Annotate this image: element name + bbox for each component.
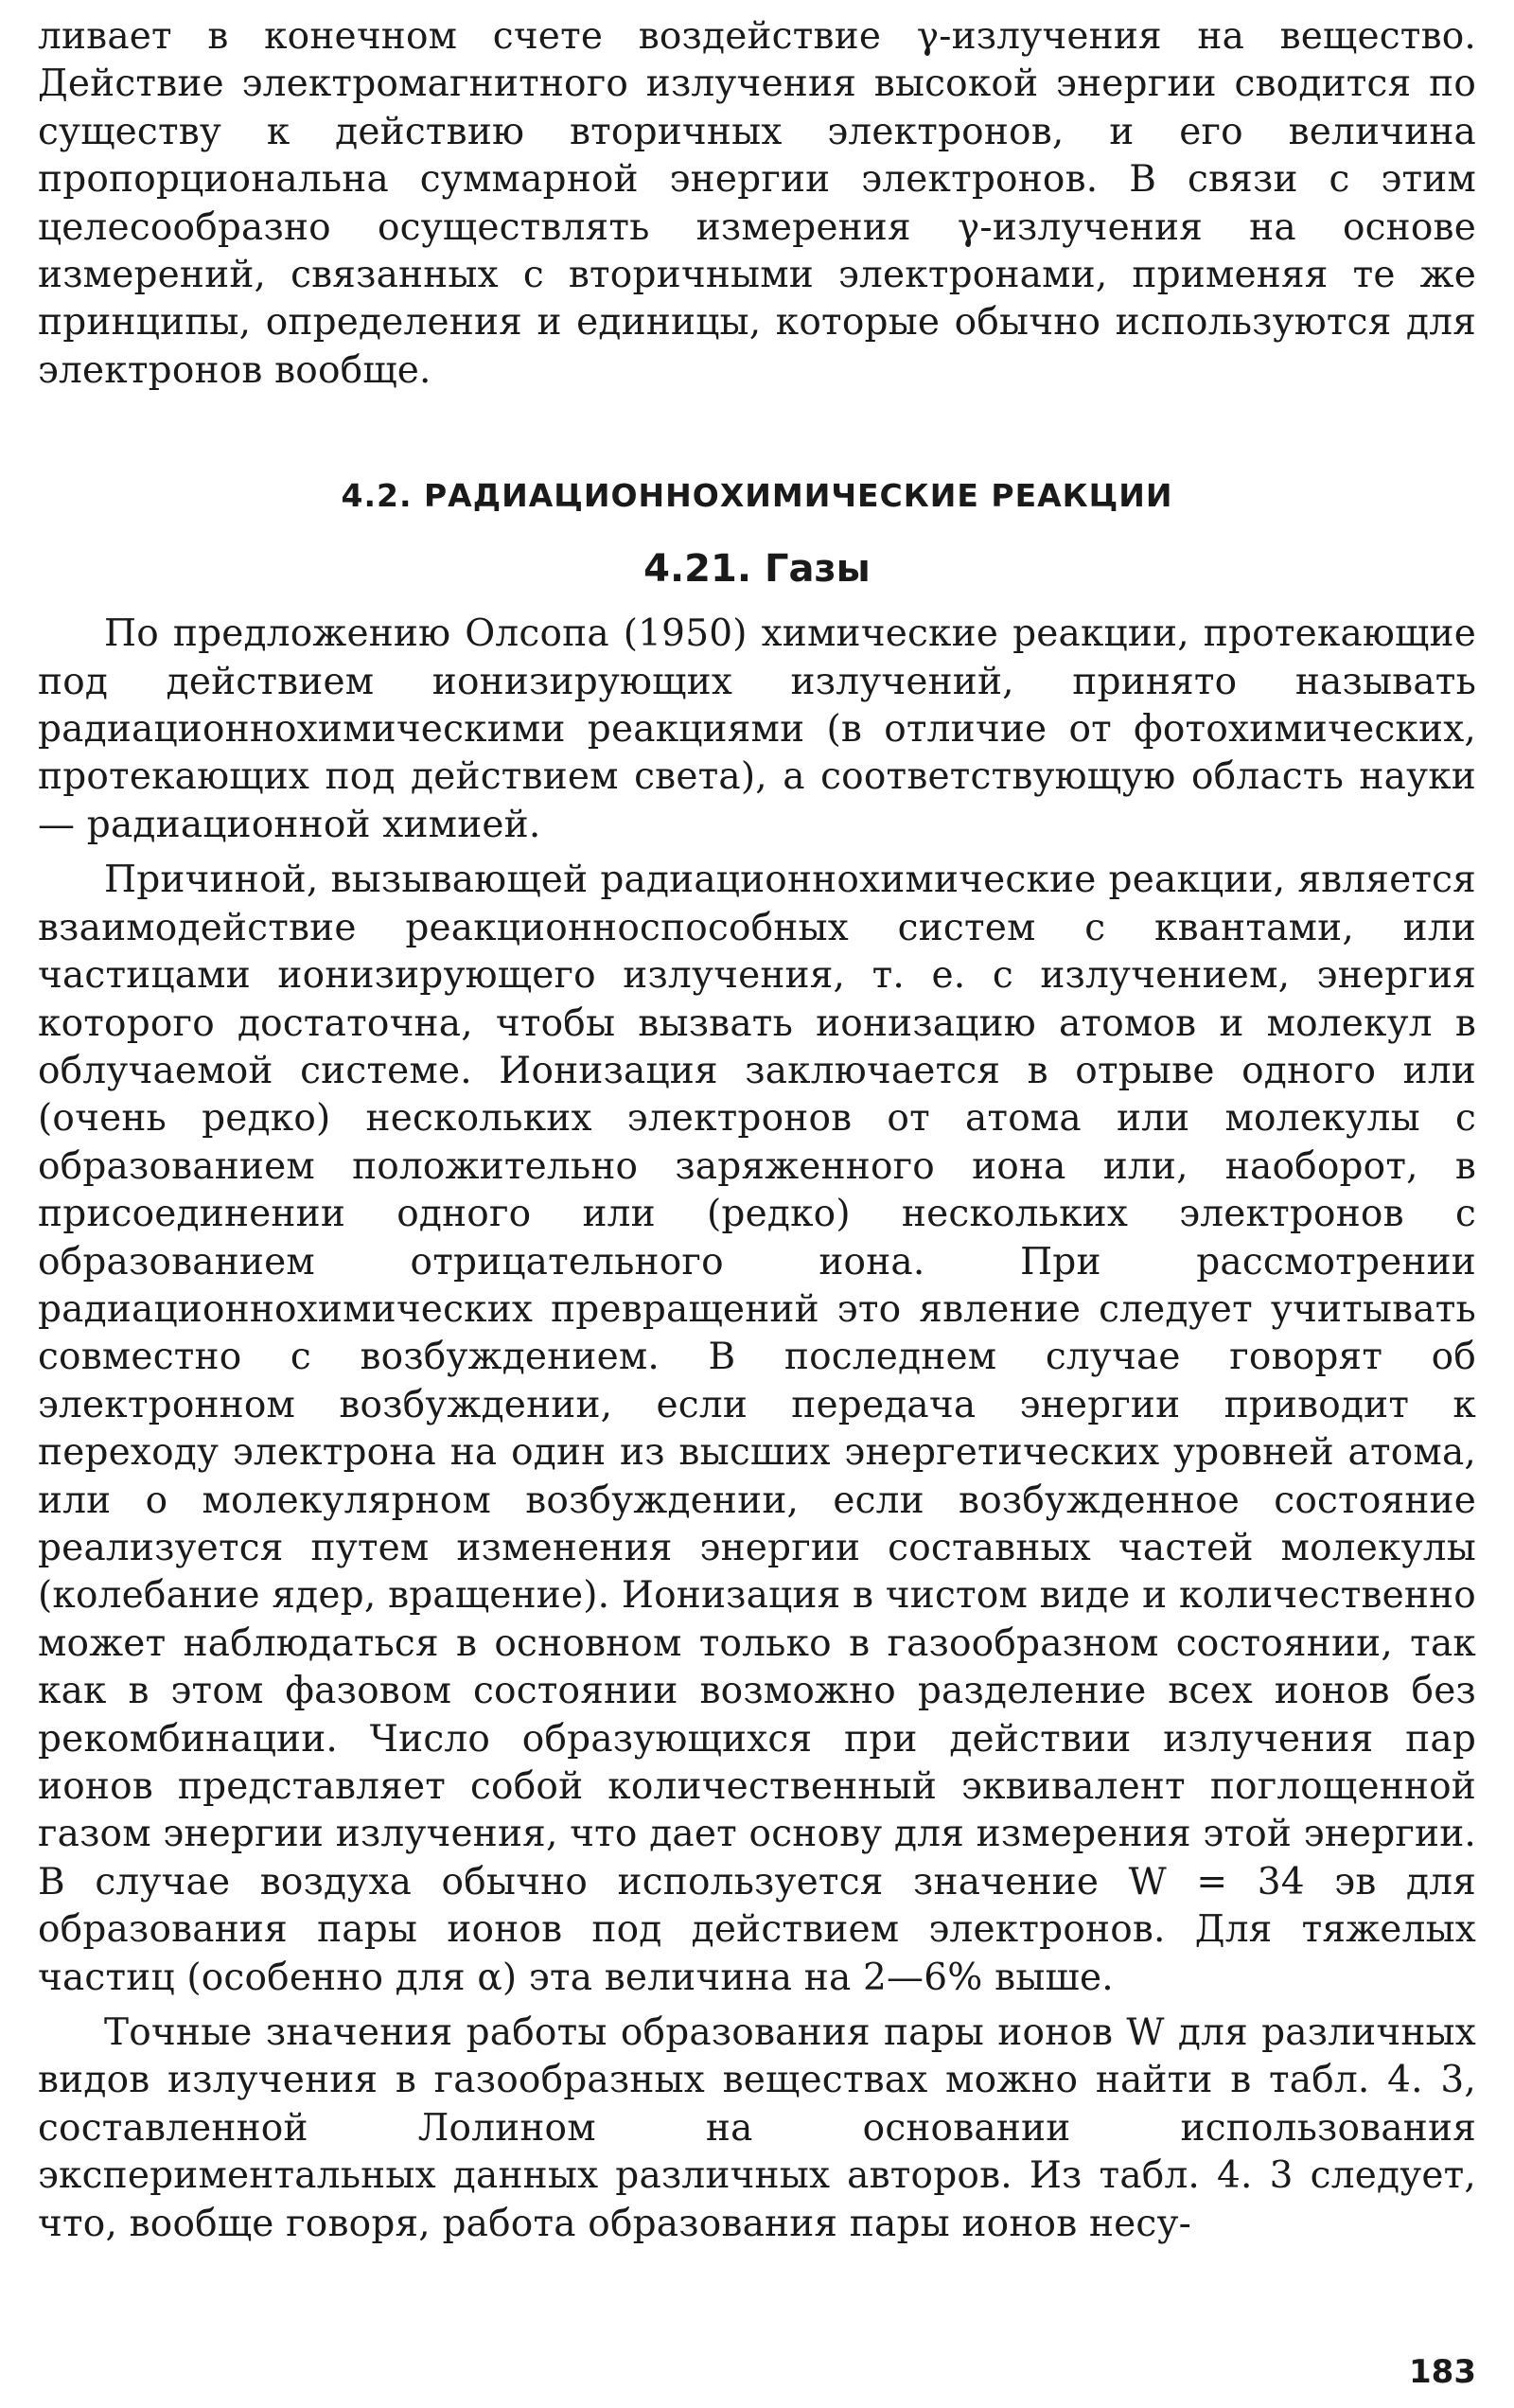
paragraph-3: Точные значения работы образования пары ионов W для различных видов излучения в газообразных веществах можно найти в табл. 4. 3, составленной Лолином на основании использования экспериментальных данных различных авторов. Из табл. 4. 3 следует, что, вообще говоря, работа образования пары ионов несу- xyxy=(38,2011,1476,2245)
paragraph-1: По предложению Олсопа (1950) химические реакции, протекающие под действием ионизирующих излучений, принято называть радиационнохимическими реакциями (в отличие от фотохимических, протекающих под действием света), а соответствующую область науки — радиационной химией. xyxy=(38,612,1476,846)
top-paragraph: ливает в конечном счете воздействие γ-излучения на вещество. Действие электромагнитного излучения высокой энергии сводится по существу к действию вторичных электронов, и его величина пропорциональна суммарной энергии электронов. В связи с этим целесообразно осуществлять измерения γ-излучения на основе измерений, связанных с вторичными электронами, применяя те же принципы, определения и единицы, которые обычно используются для электронов вообще. xyxy=(38,15,1476,392)
section-heading: 4.2. РАДИАЦИОННОХИМИЧЕСКИЕ РЕАКЦИИ xyxy=(341,477,1173,515)
page-content xyxy=(38,13,1476,2248)
paragraph-2: Причиной, вызывающей радиационнохимические реакции, является взаимодействие реакционноспособных систем с квантами, или частицами ионизирующего излучения, т. е. с излучением, энергия которого достаточна, чтобы вызвать ионизацию атомов и молекул в облучаемой системе. Ионизация заключается в отрыве одного или (очень редко) нескольких электронов от атома или молекулы с образованием положительно заряженного иона или, наоборот, в присоединении одного или (редко) нескольких электронов с образованием отрицательного иона. При рассмотрении радиационнохимических превращений это явление следует учитывать совместно с возбуждением. В последнем случае говорят об электронном возбуждении, если передача энергии приводит к переходу электрона на один из высших энергетических уровней атома, или о молекулярном возбуждении, если возбужденное состояние реализуется путем изменения энергии составных частей молекулы (колебание ядер, вращение). Ионизация в чистом виде и количественно может наблюдаться в основном только в газообразном состоянии, так как в этом фазовом состоянии возможно разделение всех ионов без рекомбинации. Число образующихся при действии излучения пар ионов представляет собой количественный эквивалент поглощенной газом энергии излучения, что дает основу для измерения этой энергии. В случае воздуха обычно используется значение W = 34 эв для образования пары ионов под действием электронов. Для тяжелых частиц (особенно для α) эта величина на 2—6% выше. xyxy=(38,859,1476,1999)
subsection-heading: 4.21. Газы xyxy=(643,547,871,592)
page-number: 183 xyxy=(1409,2353,1476,2391)
